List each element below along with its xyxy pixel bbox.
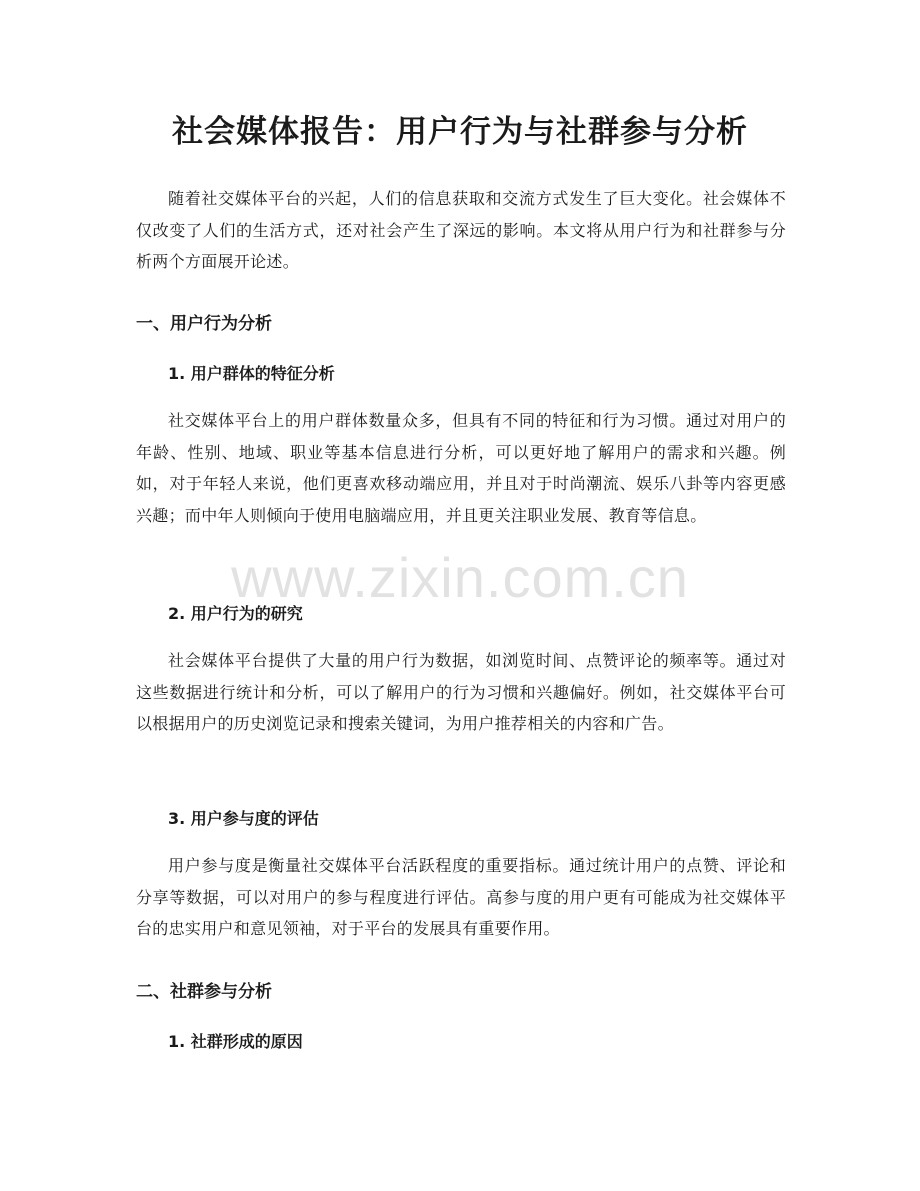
section-heading-community: 二、社群参与分析 [136,982,272,1002]
section-heading-user-behavior: 一、用户行为分析 [136,314,272,334]
subheading-user-behavior-research: 2. 用户行为的研究 [168,604,303,623]
page-title: 社会媒体报告：用户行为与社群参与分析 [172,114,748,150]
intro-paragraph: 随着社交媒体平台的兴起，人们的信息获取和交流方式发生了巨大变化。社会媒体不仅改变了人们的生活方式，还对社会产生了深远的影响。本文将从用户行为和社群参与分析两个方面展开论述。 [136,189,786,271]
paragraph-user-engagement: 用户参与度是衡量社交媒体平台活跃程度的重要指标。通过统计用户的点赞、评论和分享等数据，可以对用户的参与程度进行评估。高参与度的用户更有可能成为社交媒体平台的忠实用户和意见领袖，对于平台的发展具有重要作用。 [136,856,786,938]
subheading-community-formation: 1. 社群形成的原因 [168,1032,303,1051]
paragraph-user-behavior-research: 社会媒体平台提供了大量的用户行为数据，如浏览时间、点赞评论的频率等。通过对这些数据进行统计和分析，可以了解用户的行为习惯和兴趣偏好。例如，社交媒体平台可以根据用户的历史浏览记录和搜索关键词，为用户推荐相关的内容和广告。 [136,651,786,733]
watermark: www.zixin.com.cn [231,546,689,609]
subheading-user-group-features: 1. 用户群体的特征分析 [168,364,335,383]
paragraph-user-group-features: 社交媒体平台上的用户群体数量众多，但具有不同的特征和行为习惯。通过对用户的年龄、性别、地域、职业等基本信息进行分析，可以更好地了解用户的需求和兴趣。例如，对于年轻人来说，他们更喜欢移动端应用，并且对于时尚潮流、娱乐八卦等内容更感兴趣；而中年人则倾向于使用电脑端应用，并且更关注职业发展、教育等信息。 [136,411,786,525]
subheading-user-engagement: 3. 用户参与度的评估 [168,809,319,828]
